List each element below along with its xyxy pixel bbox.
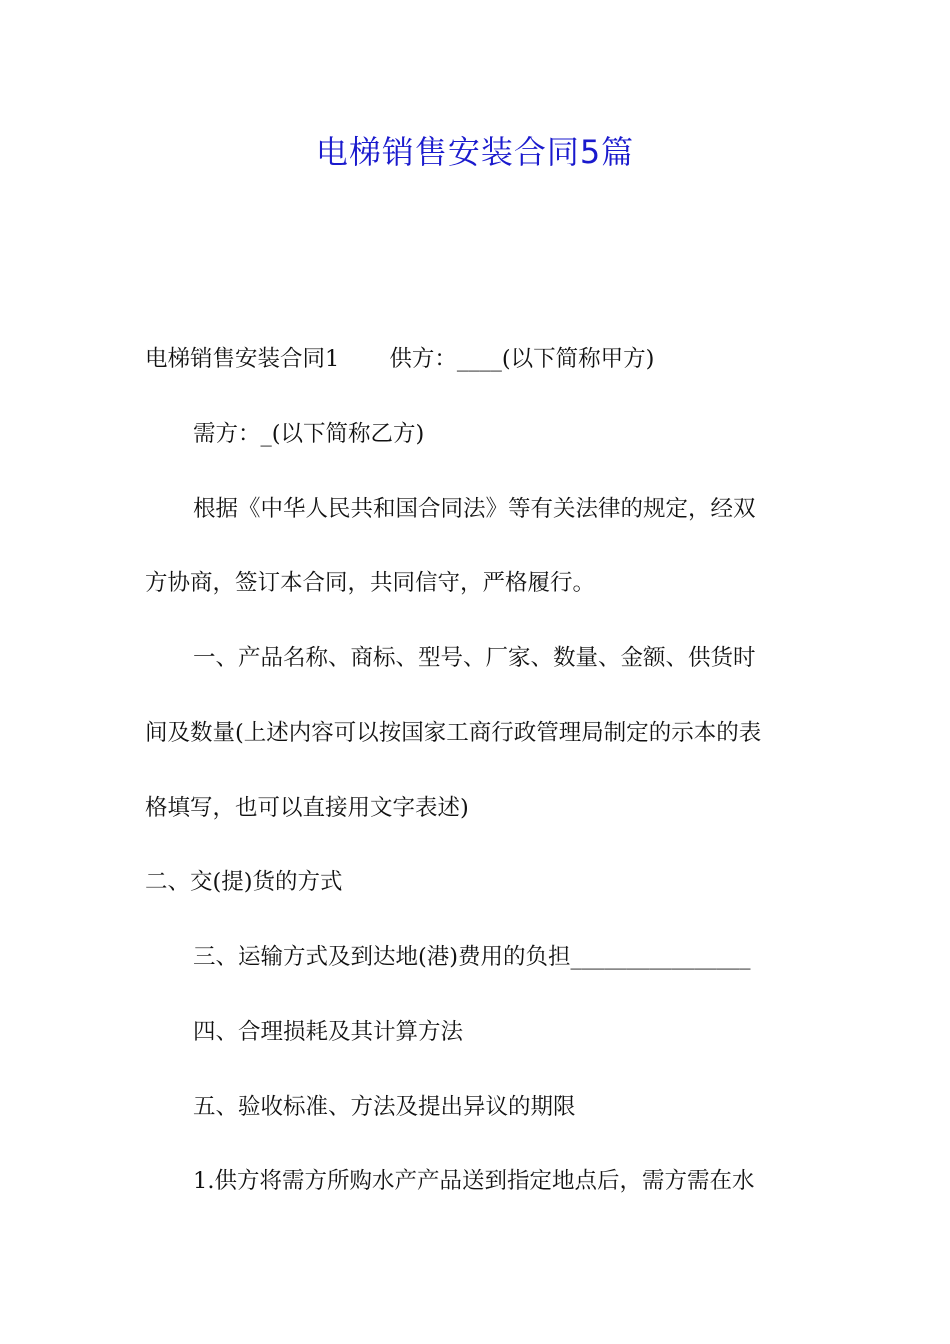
buyer-line: 需方：_(以下简称乙方) (193, 421, 425, 447)
clause-5-line: 五、验收标准、方法及提出异议的期限 (193, 1094, 576, 1120)
contract-number-label: 电梯销售安装合同1 (145, 346, 340, 372)
document-title: 电梯销售安装合同5篇 (315, 133, 635, 171)
clause-3-line: 三、运输方式及到达地(港)费用的负担________________ (193, 944, 751, 970)
clause-2-line: 二、交(提)货的方式 (145, 869, 343, 895)
clause-1-line: 格填写，也可以直接用文字表述) (145, 795, 469, 821)
sub-clause-line: 1.供方将需方所购水产产品送到指定地点后，需方需在水 (193, 1168, 755, 1194)
clause-4-line: 四、合理损耗及其计算方法 (193, 1019, 464, 1045)
contract-heading-line (145, 343, 654, 375)
clause-1-line: 间及数量(上述内容可以按国家工商行政管理局制定的示本的表 (145, 720, 762, 746)
paragraph-line: 根据《中华人民共和国合同法》等有关法律的规定，经双 (193, 496, 756, 522)
paragraph-line: 方协商，签订本合同，共同信守，严格履行。 (145, 570, 596, 596)
supplier-line: 供方：____(以下简称甲方) (389, 346, 655, 372)
clause-1-line: 一、产品名称、商标、型号、厂家、数量、金额、供货时 (193, 645, 756, 671)
